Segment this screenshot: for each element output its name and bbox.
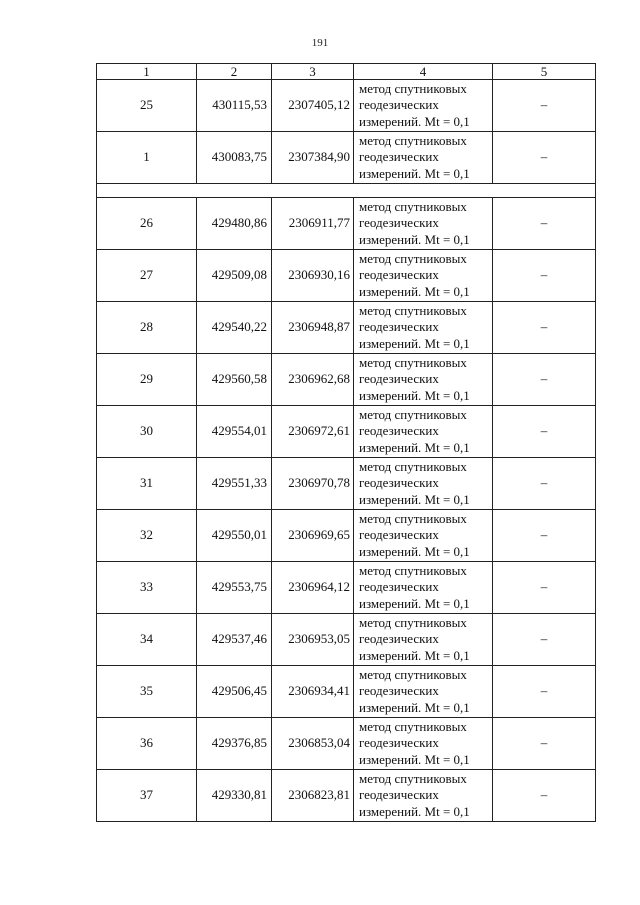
- point-number-cell: 25: [97, 80, 197, 132]
- method-text-line: геодезических: [359, 735, 439, 751]
- method-cell: [354, 132, 493, 184]
- method-cell: [354, 458, 493, 510]
- point-number-cell: 34: [97, 614, 197, 666]
- y-coordinate-cell: 2306953,05: [272, 614, 354, 666]
- method-text-line: измерений. Mt = 0,1: [359, 647, 470, 663]
- table-row: [97, 302, 596, 354]
- method-text-line: измерений. Mt = 0,1: [359, 803, 470, 819]
- table-row: [97, 198, 596, 250]
- method-cell: [354, 80, 493, 132]
- method-text-line: геодезических: [359, 787, 439, 803]
- table-row: [97, 458, 596, 510]
- table-row: [97, 510, 596, 562]
- method-text-line: измерений. Mt = 0,1: [359, 283, 470, 299]
- column-5-cell: –: [493, 198, 596, 250]
- method-text-line: измерений. Mt = 0,1: [359, 699, 470, 715]
- method-cell: [354, 666, 493, 718]
- method-cell: [354, 250, 493, 302]
- method-text-line: метод спутниковых: [359, 406, 467, 422]
- method-text-line: геодезических: [359, 319, 439, 335]
- point-number-cell: 36: [97, 718, 197, 770]
- method-text-line: метод спутниковых: [359, 770, 467, 786]
- column-5-cell: –: [493, 614, 596, 666]
- method-text-line: метод спутниковых: [359, 198, 467, 214]
- method-text-line: геодезических: [359, 631, 439, 647]
- method-text-line: метод спутниковых: [359, 614, 467, 630]
- x-coordinate-cell: 429509,08: [197, 250, 272, 302]
- method-text-line: метод спутниковых: [359, 132, 467, 148]
- column-5-cell: –: [493, 562, 596, 614]
- x-coordinate-cell: 429550,01: [197, 510, 272, 562]
- method-text-line: метод спутниковых: [359, 666, 467, 682]
- column-header: 2: [197, 64, 272, 80]
- y-coordinate-cell: 2306934,41: [272, 666, 354, 718]
- table-row: [97, 562, 596, 614]
- column-header: 4: [354, 64, 493, 80]
- y-coordinate-cell: 2306853,04: [272, 718, 354, 770]
- table-row: [97, 354, 596, 406]
- page-number: 191: [311, 37, 329, 49]
- table-row: [97, 718, 596, 770]
- x-coordinate-cell: 429540,22: [197, 302, 272, 354]
- y-coordinate-cell: 2306948,87: [272, 302, 354, 354]
- point-number-cell: 37: [97, 770, 197, 822]
- method-text-line: метод спутниковых: [359, 80, 467, 96]
- column-5-cell: –: [493, 132, 596, 184]
- method-text-line: метод спутниковых: [359, 250, 467, 266]
- y-coordinate-cell: 2306823,81: [272, 770, 354, 822]
- x-coordinate-cell: 430083,75: [197, 132, 272, 184]
- method-cell: [354, 198, 493, 250]
- method-cell: [354, 718, 493, 770]
- method-text-line: геодезических: [359, 371, 439, 387]
- method-text-line: измерений. Mt = 0,1: [359, 439, 470, 455]
- method-cell: [354, 510, 493, 562]
- method-cell: [354, 354, 493, 406]
- point-number-cell: 28: [97, 302, 197, 354]
- table-row: [97, 614, 596, 666]
- method-cell: [354, 770, 493, 822]
- table-row: [97, 132, 596, 184]
- point-number-cell: 35: [97, 666, 197, 718]
- method-cell: [354, 406, 493, 458]
- column-5-cell: –: [493, 80, 596, 132]
- column-5-cell: –: [493, 718, 596, 770]
- method-text-line: геодезических: [359, 267, 439, 283]
- column-header: 1: [97, 64, 197, 80]
- method-text-line: геодезических: [359, 97, 439, 113]
- column-header: 5: [493, 64, 596, 80]
- method-cell: [354, 562, 493, 614]
- table-row: [97, 80, 596, 132]
- method-text-line: измерений. Mt = 0,1: [359, 751, 470, 767]
- y-coordinate-cell: 2306972,61: [272, 406, 354, 458]
- method-cell: [354, 302, 493, 354]
- method-text-line: метод спутниковых: [359, 354, 467, 370]
- method-text-line: геодезических: [359, 215, 439, 231]
- x-coordinate-cell: 429480,86: [197, 198, 272, 250]
- method-text-line: измерений. Mt = 0,1: [359, 335, 470, 351]
- x-coordinate-cell: 429554,01: [197, 406, 272, 458]
- y-coordinate-cell: 2306962,68: [272, 354, 354, 406]
- method-text-line: метод спутниковых: [359, 718, 467, 734]
- table-row: [97, 250, 596, 302]
- y-coordinate-cell: 2306930,16: [272, 250, 354, 302]
- point-number-cell: 30: [97, 406, 197, 458]
- column-5-cell: –: [493, 510, 596, 562]
- point-number-cell: 26: [97, 198, 197, 250]
- y-coordinate-cell: 2307405,12: [272, 80, 354, 132]
- method-text-line: метод спутниковых: [359, 510, 467, 526]
- column-5-cell: –: [493, 302, 596, 354]
- point-number-cell: 29: [97, 354, 197, 406]
- method-text-line: измерений. Mt = 0,1: [359, 387, 470, 403]
- method-text-line: геодезических: [359, 149, 439, 165]
- table-row: [97, 406, 596, 458]
- y-coordinate-cell: 2306964,12: [272, 562, 354, 614]
- section-separator-row: [97, 184, 596, 198]
- method-text-line: геодезических: [359, 475, 439, 491]
- x-coordinate-cell: 429506,45: [197, 666, 272, 718]
- point-number-cell: 31: [97, 458, 197, 510]
- column-5-cell: –: [493, 406, 596, 458]
- method-text-line: метод спутниковых: [359, 458, 467, 474]
- y-coordinate-cell: 2307384,90: [272, 132, 354, 184]
- table-row: [97, 666, 596, 718]
- coordinates-table: [96, 63, 596, 822]
- x-coordinate-cell: 429553,75: [197, 562, 272, 614]
- point-number-cell: 32: [97, 510, 197, 562]
- method-text-line: измерений. Mt = 0,1: [359, 491, 470, 507]
- point-number-cell: 27: [97, 250, 197, 302]
- table-body: [97, 64, 596, 822]
- x-coordinate-cell: 429537,46: [197, 614, 272, 666]
- method-text-line: геодезических: [359, 683, 439, 699]
- method-text-line: измерений. Mt = 0,1: [359, 165, 470, 181]
- column-5-cell: –: [493, 458, 596, 510]
- y-coordinate-cell: 2306970,78: [272, 458, 354, 510]
- method-text-line: измерений. Mt = 0,1: [359, 543, 470, 559]
- column-5-cell: –: [493, 250, 596, 302]
- column-5-cell: –: [493, 770, 596, 822]
- point-number-cell: 33: [97, 562, 197, 614]
- method-text-line: геодезических: [359, 579, 439, 595]
- method-text-line: метод спутниковых: [359, 562, 467, 578]
- column-5-cell: –: [493, 666, 596, 718]
- method-text-line: измерений. Mt = 0,1: [359, 595, 470, 611]
- y-coordinate-cell: 2306969,65: [272, 510, 354, 562]
- method-text-line: геодезических: [359, 527, 439, 543]
- column-5-cell: –: [493, 354, 596, 406]
- method-cell: [354, 614, 493, 666]
- y-coordinate-cell: 2306911,77: [272, 198, 354, 250]
- x-coordinate-cell: 429376,85: [197, 718, 272, 770]
- method-text-line: геодезических: [359, 423, 439, 439]
- table-header-row: [97, 64, 596, 80]
- x-coordinate-cell: 429551,33: [197, 458, 272, 510]
- table-row: [97, 770, 596, 822]
- method-text-line: измерений. Mt = 0,1: [359, 113, 470, 129]
- method-text-line: измерений. Mt = 0,1: [359, 231, 470, 247]
- x-coordinate-cell: 429330,81: [197, 770, 272, 822]
- x-coordinate-cell: 429560,58: [197, 354, 272, 406]
- method-text-line: метод спутниковых: [359, 302, 467, 318]
- column-header: 3: [272, 64, 354, 80]
- point-number-cell: 1: [97, 132, 197, 184]
- separator-cell: [97, 184, 596, 198]
- x-coordinate-cell: 430115,53: [197, 80, 272, 132]
